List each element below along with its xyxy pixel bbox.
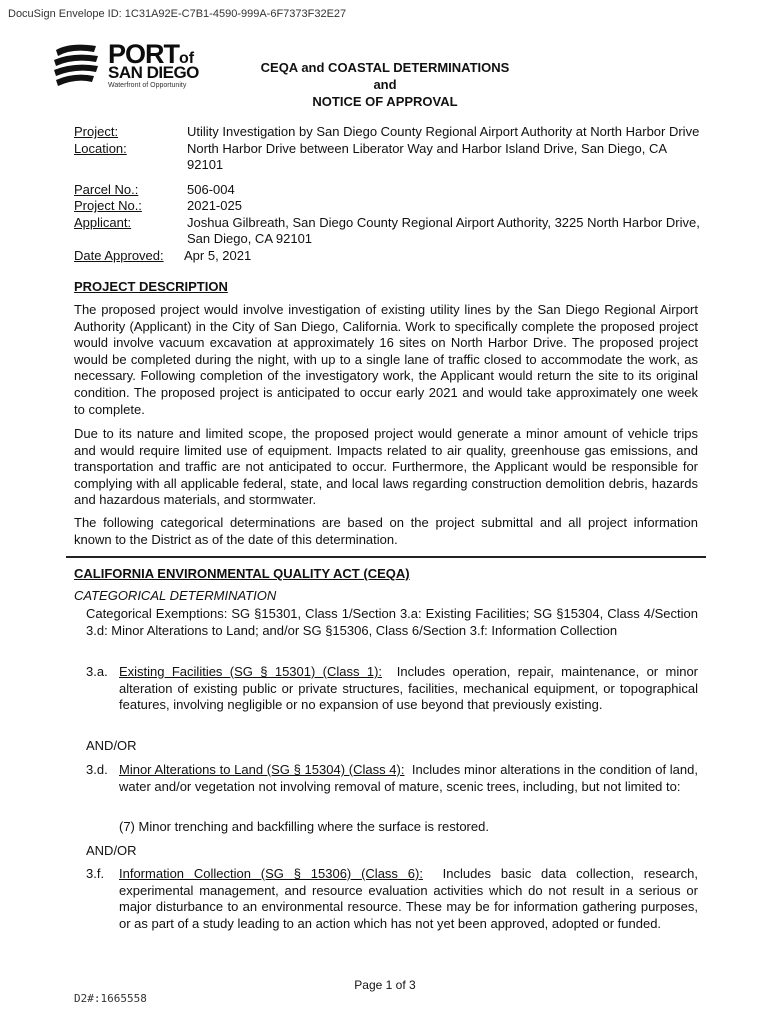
item-3d-title: Minor Alterations to Land (SG § 15304) (Class 4): bbox=[119, 762, 405, 777]
document-title: CEQA and COASTAL DETERMINATIONS and NOTICE OF APPROVAL bbox=[260, 60, 510, 109]
field-applicant: Applicant: Joshua Gilbreath, San Diego County Regional Airport Authority, 3225 North Harbor Drive, San Diego, CA 92101 bbox=[74, 214, 700, 246]
waves-icon bbox=[50, 40, 102, 92]
andor-1: AND/OR bbox=[86, 738, 137, 753]
project-description-p2: Due to its nature and limited scope, the proposed project would generate a minor amount of vehicle trips and would require limited use of equipment. Impacts related to air quality, greenhouse gas emissions, and transportation and traffic are not anticipated to occur. Furthermore, the Applicant would be responsible for complying with all applicable federal, state, and local laws regarding construction demolition debris, hazards and hazardous materials, and stormwater. bbox=[74, 426, 698, 508]
field-location: Location: North Harbor Drive between Liberator Way and Harbor Island Drive, San Diego, CA 92101 bbox=[74, 140, 667, 172]
section-divider bbox=[66, 556, 706, 558]
project-description-p3: The following categorical determinations are based on the project submittal and all project information known to the District as of the date of this determination. bbox=[74, 515, 698, 547]
port-logo bbox=[50, 40, 210, 92]
ceqa-heading: CALIFORNIA ENVIRONMENTAL QUALITY ACT (CEQA) bbox=[74, 566, 410, 581]
document-id: D2#:1665558 bbox=[74, 992, 147, 1005]
item-3a: 3.a. Existing Facilities (SG § 15301) (Class 1): Includes operation, repair, maintenance, or minor alteration of existing public or private structures, facilities, mechanical equipment, or topographical features, involving negligible or no expansion of use beyond that previously existing. bbox=[86, 664, 698, 713]
categorical-determination-heading: CATEGORICAL DETERMINATION bbox=[74, 588, 277, 603]
field-project: Project: Utility Investigation by San Diego County Regional Airport Authority at North Harbor Drive bbox=[74, 124, 700, 139]
andor-2: AND/OR bbox=[86, 843, 137, 858]
field-date-approved: Date Approved: Apr 5, 2021 bbox=[74, 247, 252, 263]
project-description-heading: PROJECT DESCRIPTION bbox=[74, 279, 228, 294]
project-fields bbox=[74, 124, 700, 264]
item-3a-title: Existing Facilities (SG § 15301) (Class 1): bbox=[119, 664, 383, 679]
project-description-p1: The proposed project would involve investigation of existing utility lines by the San Diego Regional Airport Authority (Applicant) in the City of San Diego, California. Work to specifically complete the proposed project would involve vacuum excavation at approximately 16 sites on North Harbor Drive. The proposed project would be completed during the night, with up to a single lane of traffic closed to accommodate the work, as necessary. Following completion of the investigatory work, the Applicant would return the site to its original condition. The proposed project is anticipated to occur early 2021 and would take approximately one week to complete. bbox=[74, 302, 698, 417]
item-3d-subitem-7: (7) Minor trenching and backfilling where the surface is restored. bbox=[119, 819, 489, 834]
field-project-no: Project No.: 2021-025 bbox=[74, 198, 242, 213]
item-3f: 3.f. Information Collection (SG § 15306) (Class 6): Includes basic data collection, research, experimental management, and resource evaluation activities which do not result in a serious or major disturbance to an environmental resource. These may be for information gathering purposes, or as part of a study leading to an action which has not yet been approved, adopted or funded. bbox=[86, 866, 698, 931]
logo-san-diego-text: SAN DIEGO bbox=[108, 63, 199, 82]
logo-port-text: PORTof bbox=[108, 39, 195, 69]
logo-tagline: Waterfront of Opportunity bbox=[108, 82, 187, 89]
field-parcel: Parcel No.: 506-004 bbox=[74, 181, 235, 197]
categorical-exemptions: Categorical Exemptions: SG §15301, Class 1/Section 3.a: Existing Facilities; SG §15304, Class 4/Section 3.d: Minor Alterations to Land; and/or SG §15306, Class 6/Section 3.f: Information Collection bbox=[86, 606, 698, 638]
envelope-id: DocuSign Envelope ID: 1C31A92E-C7B1-4590-999A-6F7373F32E27 bbox=[8, 8, 347, 20]
item-3f-title: Information Collection (SG § 15306) (Class 6): bbox=[119, 866, 423, 881]
page-number: Page 1 of 3 bbox=[354, 978, 416, 992]
item-3d: 3.d. Minor Alterations to Land (SG § 15304) (Class 4): Includes minor alterations in the condition of land, water and/or vegetation not involving removal of mature, scenic trees, including, but not limited to: bbox=[86, 762, 698, 794]
